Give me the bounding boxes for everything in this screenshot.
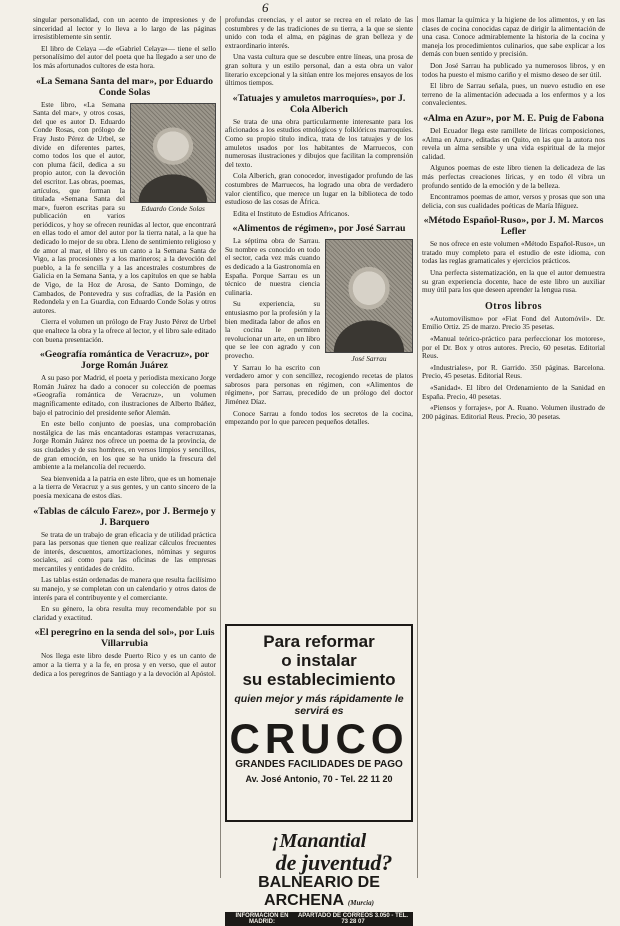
ad-address: Av. José Antonio, 70 - Tel. 22 11 20 [245, 774, 393, 784]
ad-line: GRANDES FACILIDADES DE PAGO [235, 759, 403, 770]
column-1 [33, 16, 216, 878]
ad-brand-cruco: CRUCO [229, 715, 409, 762]
review-heading-alimentos: «Alimentos de régimen», por José Sarrau [232, 223, 406, 235]
book-listing: «Manual teórico-práctico para perfeccionar los motores», por el Dr. Box y otros autores. Precio, 60 pesetas. Editorial Reus. [422, 334, 605, 361]
paragraph: Este libro, «La Semana Santa del mar», y otros cosas, del que es autor D. Eduardo Conde Rosas, con prólogo de Fray Justo Pérez de Urbel, se divide en diferentes partes, como todos los que el autor, con pluma fácil, dedica a su propio autor, con la devoción del escritor. Las obras, poemas, artículos, que forman la titulada «Semana Santa del mar», fueron escritas para su publicación en varios periódicos, y hoy se ofrecen reunidas al lector, que encontrará en ellas todo el amor del autor por la tierra natal, a la que ha dedicado lo mejor de su obra. Lleno de sentimiento religioso y de amor al mar, el libro es un canto a la Semana Santa de Vigo, a las procesiones y a los marineros; a la devoción del pueblo, a la fe sencilla y a las ancestrales costumbres de Galicia en la Semana Santa, y a los capítulos en que se habla de Vigo, de la Hoz de Arosa, de Santo Domingo, de Cambados, de Pontevedra y sus cofradías, de la Pasión en Redondela y en La Guardia, con Eduardo Conde Solas y otros autores. [33, 99, 216, 315]
ad-brand-text: BALNEARIO DE ARCHENA [258, 874, 380, 909]
book-listing: «Piensos y forrajes», por A. Ruano. Volumen ilustrado de 200 páginas. Editorial Reus. Precio, 30 pesetas. [422, 403, 605, 421]
review-heading-semana-santa: «La Semana Santa del mar», por Eduardo Conde Solas [35, 75, 213, 98]
paragraph: La séptima obra de Sarrau. Su nombre es conocido en todo el sector, cada vez más cuando es dedicado a la Gastronomía en España. Porque Sarrau es un técnico de nuestra ciencia culinaria. [225, 236, 320, 297]
paragraph: Y Sarrau lo ha escrito con verdadero amor y con sencillez, recogiendo recetas de platos sabrosos para personas en régimen, con «Alimentos de régimen», por Sarrau, precedido de un prólogo del doctor Jiménez Díaz. [225, 362, 413, 406]
ad-line: ¡Manantial [271, 830, 367, 852]
paragraph: Una perfecta sistematización, en la que el autor demuestra su gran experiencia docente, hace de este libro un auxiliar muy útil para los que deseen aprender la lengua rusa. [422, 268, 605, 295]
ad-line: Para reformar [263, 632, 375, 651]
ad-line: de juventud? [275, 850, 393, 875]
book-listing: «Industriales», por R. Garrido. 350 páginas. Barcelona. Precio, 45 pesetas. Editorial Reus. [422, 362, 605, 381]
column-2 [225, 16, 413, 616]
column-3 [422, 16, 605, 878]
paragraph: Del Ecuador llega este ramillete de líricas composiciones, «Alma en Azur», editadas en Quito, en las que la autora nos revela un alma sensible y una vida espiritual de la mejor calidad. [422, 125, 605, 161]
review-heading-alma-en-azur: «Alma en Azur», por M. E. Puig de Fabona [423, 112, 604, 124]
ad-line: su establecimiento [242, 670, 396, 689]
newspaper-page [33, 16, 605, 925]
photo-jose-sarrau [325, 239, 413, 363]
paragraph: El libro de Sarrau señala, pues, un nuevo estudio en ese terreno de la alimentación adecuada a los enfermos y a los convalecientes. [422, 81, 605, 108]
book-listing: «Sanidad». El libro del Ordenamiento de la Sanidad en España. Precio, 40 pesetas. [422, 383, 605, 401]
photo-eduardo-conde [130, 103, 216, 213]
advertisement-cruco [225, 624, 413, 822]
paragraph: Cierra el volumen un prólogo de Fray Justo Pérez de Urbel que enaltece la obra y la ofrece al lector, y el libro sale editado con buena presentación. [33, 317, 216, 344]
ad-brand-archena [225, 874, 413, 912]
portrait-image [325, 239, 413, 353]
ad-info-left: INFORMACIÓN EN MADRID: [235, 913, 289, 925]
ad-line: quien mejor y más rápidamente le servirá es [234, 693, 404, 717]
section-heading-otros-libros: Otros libros [484, 300, 543, 312]
review-heading-tablas: «Tablas de cálculo Farez», por J. Bermejo y J. Barquero [33, 505, 216, 528]
paragraph: Se trata de un trabajo de gran eficacia y de utilidad práctica para las personas que tienen que realizar cálculos frecuentes de interés, descuentos, amortizaciones, nóminas y seguros sociales, así como para las oficinas de las empresas mercantiles y entidades de crédito. [33, 529, 216, 573]
paragraph: Edita el Instituto de Estudios Africanos. [233, 208, 350, 218]
ad-line: o instalar [281, 651, 357, 670]
paragraph: Se trata de una obra particularmente interesante para los aficionados a los estudios etnológicos y folklóricos marroquíes. Como su propio título indica, trata de los tatuajes y de los amuletos usados por los habitantes de Marruecos, con numerosas ilustraciones y dibujos que facilitan la comprensión del texto. [225, 116, 413, 169]
paragraph: El libro de Celaya —de «Gabriel Celaya»— tiene el sello personalísimo del autor del poeta que ha llegado a ser uno de los más afortunados cultores de esta hora. [33, 43, 216, 70]
paragraph: A su paso por Madrid, el poeta y periodista mexicano Jorge Román Juárez ha dado a conocer su colección de poemas «Geografía romántica de Veracruz», un volumen magníficamente editado, con ilustraciones de Alberto Ibáñez, bajo el patrocinio del presidente señor Alemán. [33, 373, 216, 417]
advertisement-archena [225, 830, 413, 925]
review-heading-peregrino: «El peregrino en la senda del sol», por Luis Villarrubia [34, 627, 215, 650]
paragraph: singular personalidad, con un acento de impresiones y de sinceridad al lector y lo lleva a lo largo de las páginas irresistiblemente sin sentir. [33, 16, 216, 42]
paragraph: Don José Sarrau ha publicado ya numerosos libros, y en todos ha puesto el mismo cariño y el mismo deseo de ser útil. [422, 60, 605, 79]
paragraph: Las tablas están ordenadas de manera que resulta facilísimo su manejo, y se completan con un calendario y otros datos de interés para el contribuyente y el comerciante. [33, 575, 216, 602]
review-heading-tatuajes: «Tatuajes y amuletos marroquíes», por J. Cola Alberich [232, 92, 406, 115]
review-heading-metodo: «Método Español-Ruso», por J. M. Marcos Lefler [423, 215, 604, 238]
review-heading-geografia: «Geografía romántica de Veracruz», por Jorge Román Juárez [39, 349, 210, 372]
paragraph: Su experiencia, su entusiasmo por la profesión y la bien meditada labor de años en la cocina le permiten revolucionar un arte, en un libro que se lee con agrado y con provecho. [225, 299, 320, 360]
paragraph: Se nos ofrece en este volumen «Método Español-Ruso», un tratado muy completo para el estudio de este idioma, con todas las reglas gramaticales y ejercicios prácticos. [422, 239, 605, 266]
paragraph: Nos llega este libro desde Puerto Rico y es un canto de amor a la tierra y a la fe, en prosa y en verso, que el autor dedica a los peregrinos de Santiago y a la devoción al Apóstol. [33, 651, 216, 678]
ad-info-right: APARTADO DE CORREOS 3.050 - TEL. 73 28 07 [297, 913, 409, 925]
photo-caption: José Sarrau [351, 354, 387, 364]
column-rule [417, 16, 418, 878]
paragraph: Sea bienvenida a la patria en este libro, que es un homenaje a la tierra de Veracruz y a sus gentes, y un canto sincero de la poesía mexicana de estos días. [33, 473, 216, 500]
paragraph: Conoce Sarrau a fondo todos los secretos de la cocina, empezando por lo que parecen pequeños detalles. [225, 408, 413, 427]
paragraph: En su género, la obra resulta muy recomendable por su claridad y exactitud. [33, 604, 216, 622]
paragraph: Algunos poemas de este libro tienen la delicadeza de las más perfectas creaciones líricas, y en todo él vibra un profundo sentido de la emoción y de la belleza. [422, 163, 605, 190]
paragraph: En este bello conjunto de poesías, una comprobación nostálgica de las más encantadoras estampas veracruzanas, Jorge Román Juárez nos ofrece un poema de la provincia, de sus ciudades y de sus hombres, en versos limpios y sencillos, de gran emoción, en los que se ha unido la frescura del ambiente a la melancolía del recuerdo. [33, 419, 216, 472]
paragraph: Cola Alberich, gran conocedor, investigador profundo de las costumbres de Marruecos, ha logrado una obra de verdadero valor científico, que merece un lugar en la biblioteca de todo estudioso de las cosas de África. [225, 171, 413, 207]
ad-info-bar [225, 912, 413, 926]
paragraph: Encontramos poemas de amor, versos y prosas que son una delicia, con sus cualidades poéticas de María Iñiguez. [422, 192, 605, 210]
paragraph: mos llamar la química y la higiene de los alimentos, y en las clases de cocina conocidas capaz de dirigir la alimentación de una casa. Conoce admirablemente la historia de la cocina y maneja los procedimientos culinarios, que sabe explicar a los demás con buen sentido y precisión. [422, 16, 605, 59]
column-rule [220, 16, 221, 878]
photo-caption: Eduardo Conde Solas [141, 203, 205, 213]
book-listing: «Automovilismo» por «Fiat Fond del Automóvil». Dr. Emilio Ortiz. 25 de marzo. Precio 35 pesetas. [422, 313, 605, 332]
ad-region: (Murcia) [347, 899, 374, 907]
page-number: 6 [262, 0, 269, 15]
paragraph: profundas creencias, y el autor se recrea en el relato de las costumbres y de las tradiciones de su tierra, a la que se siente unido con toda el alma, en páginas de gran belleza y de extraordinario interés. [225, 16, 413, 50]
portrait-image [130, 103, 216, 203]
paragraph: Una vasta cultura que se descubre entre líneas, una prosa de gran soltura y un estilo personal, dan a esta obra un valor literario excepcional y la sitúan entre los mejores ensayos de los últimos tiempos. [225, 52, 413, 88]
